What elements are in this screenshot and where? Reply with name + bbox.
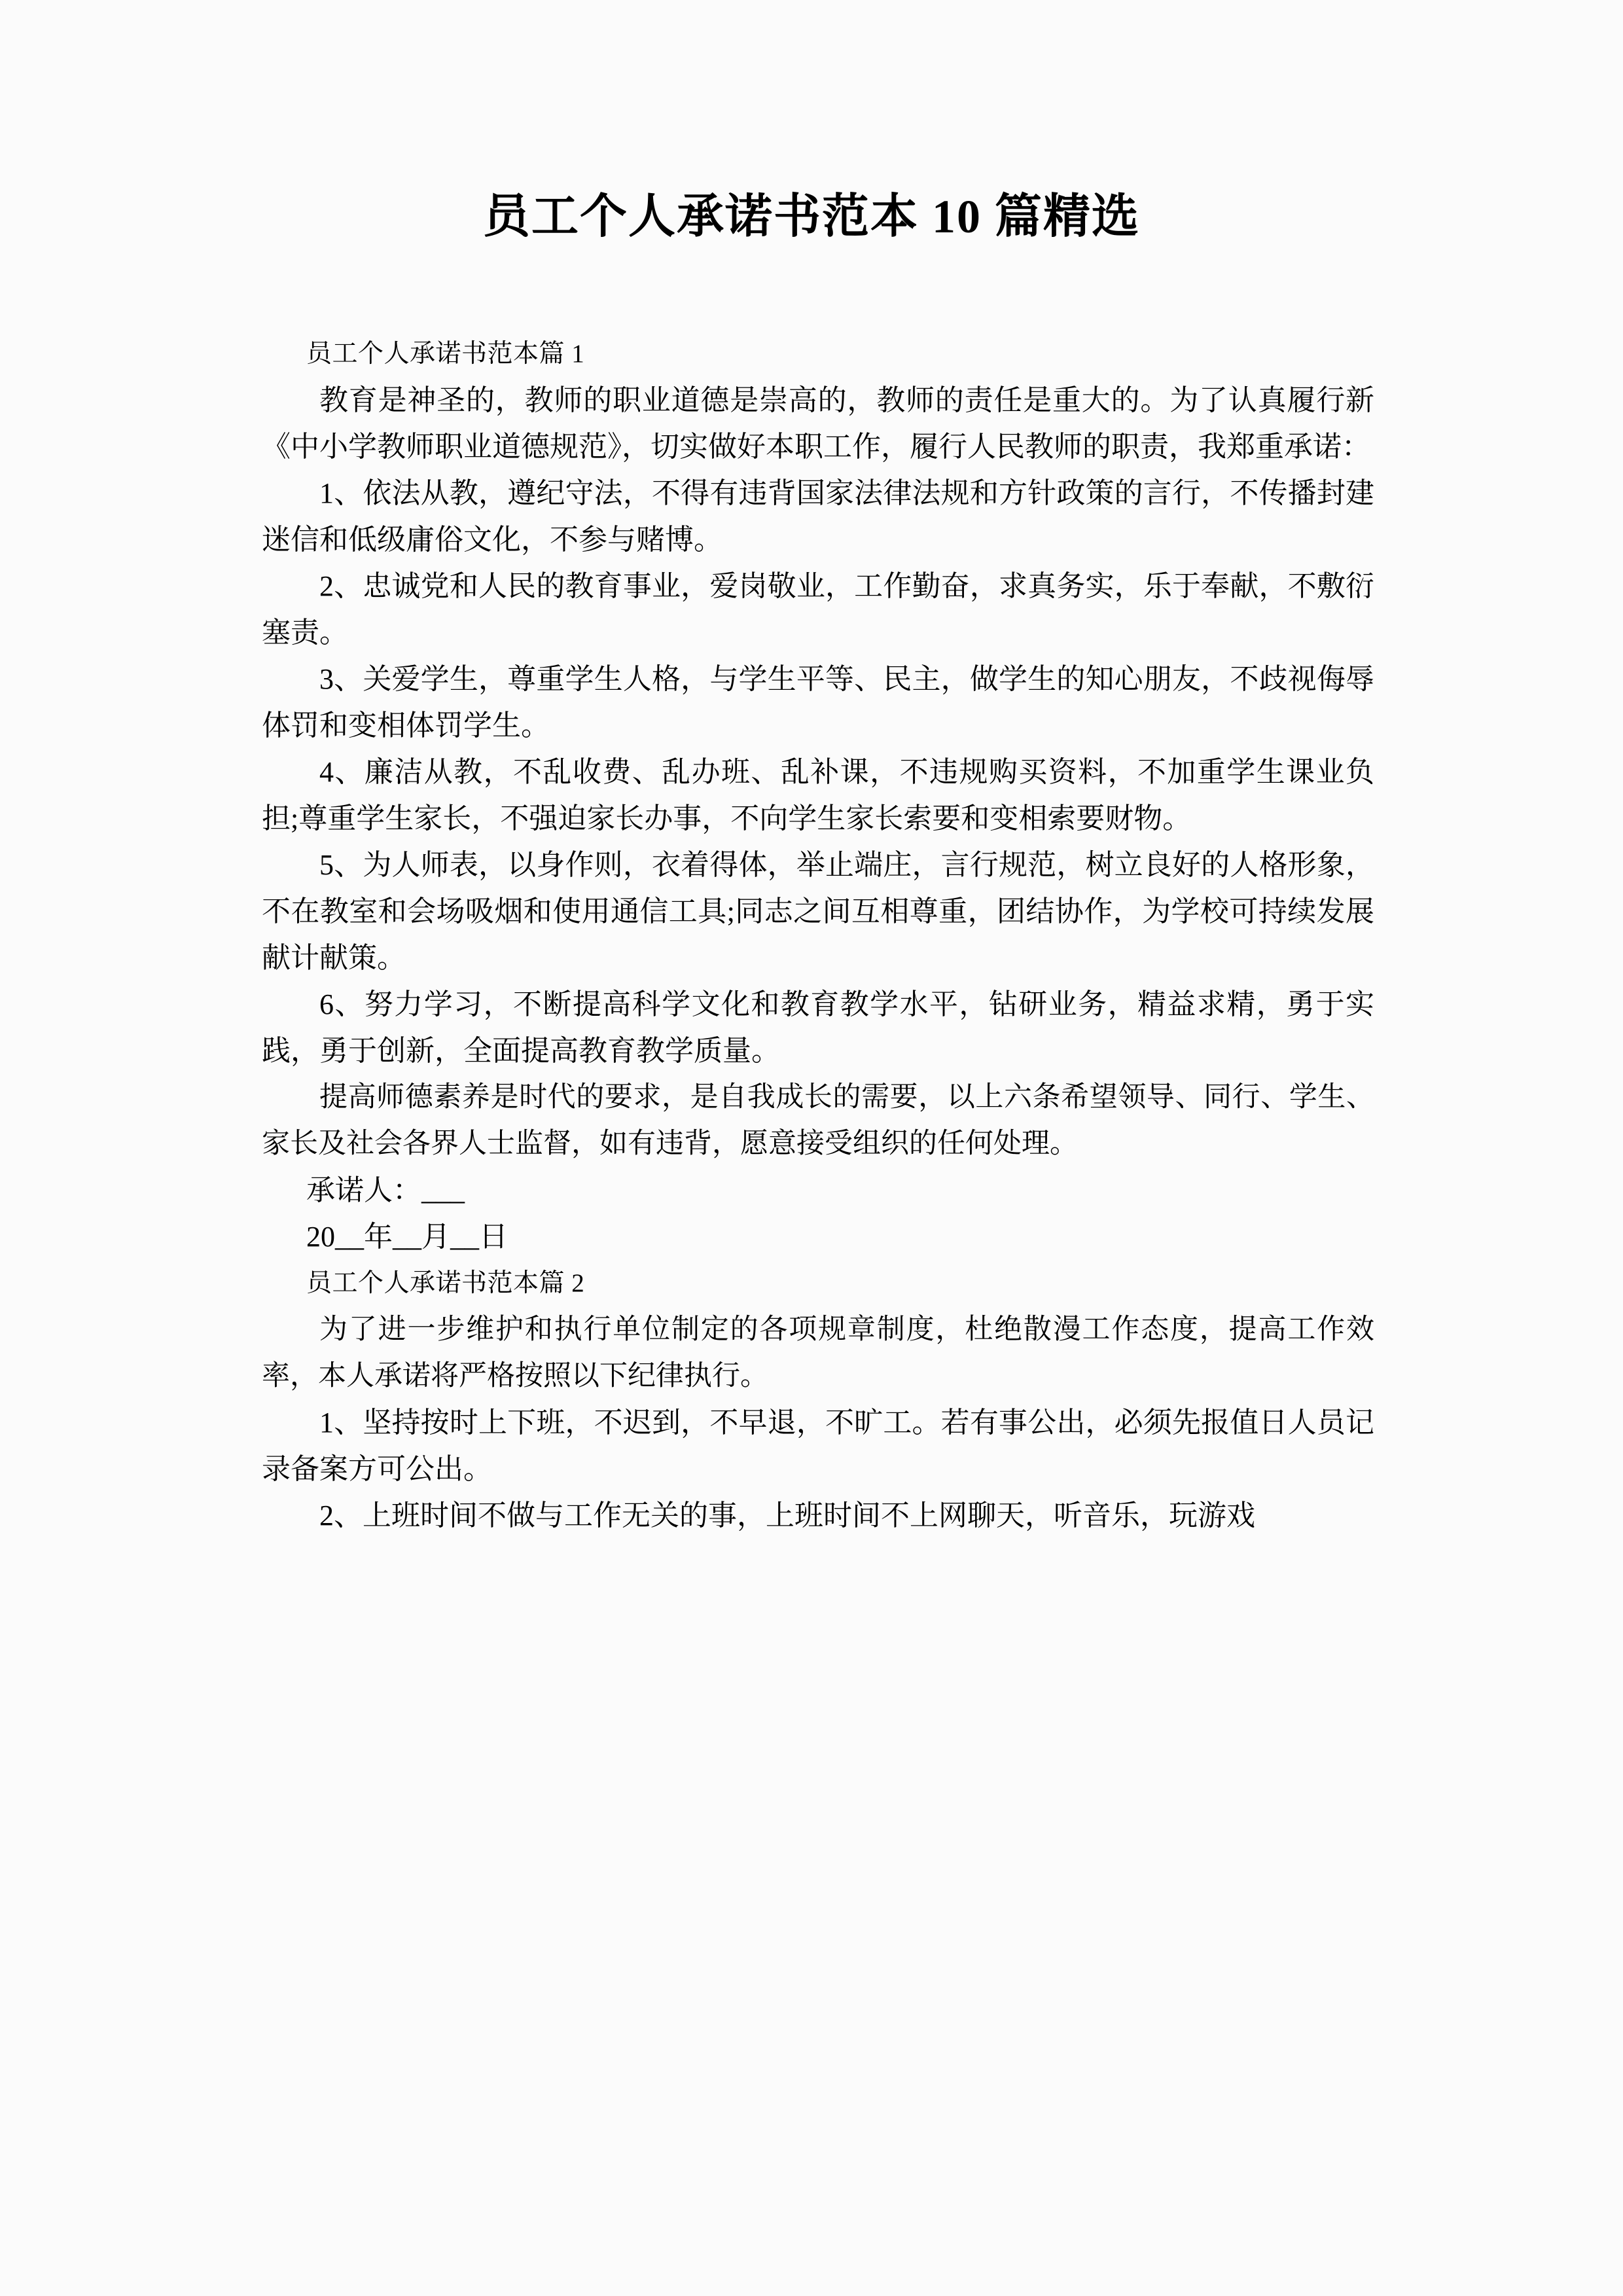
section-1-intro-paragraph: 教育是神圣的，教师的职业道德是崇高的，教师的责任是重大的。为了认真履行新《中小学教师职业道德规范》，切实做好本职工作，履行人民教师的职责，我郑重承诺：: [262, 384, 1374, 463]
section-1-item-3: 3、关爱学生，尊重学生人格，与学生平等、民主，做学生的知心朋友，不歧视侮辱体罚和变相体罚学生。: [262, 663, 1374, 742]
section-heading-2: 员工个人承诺书范本篇 2: [306, 1269, 585, 1297]
section-1-item-5: 5、为人师表，以身作则，衣着得体，举止端庄，言行规范，树立良好的人格形象，不在教室和会场吸烟和使用通信工具;同志之间互相尊重，团结协作，为学校可持续发展献计献策。: [262, 849, 1374, 974]
section-heading-1: 员工个人承诺书范本篇 1: [306, 340, 585, 368]
section-1-item-1: 1、依法从教，遵纪守法，不得有违背国家法律法规和方针政策的言行，不传播封建迷信和低级庸俗文化，不参与赌博。: [262, 477, 1374, 556]
section-2-intro-paragraph: 为了进一步维护和执行单位制定的各项规章制度，杜绝散漫工作态度，提高工作效率，本人承诺将严格按照以下纪律执行。: [262, 1314, 1374, 1391]
page-title: 员工个人承诺书范本 10 篇精选: [482, 190, 1140, 243]
section-1-item-2: 2、忠诚党和人民的教育事业，爱岗敬业，工作勤奋，求真务实，乐于奉献，不敷衍塞责。: [262, 570, 1374, 649]
section-1-item-6: 6、努力学习，不断提高科学文化和教育教学水平，钻研业务，精益求精，勇于实践，勇于创新，全面提高教育教学质量。: [262, 988, 1374, 1067]
section-2-item-2: 2、上班时间不做与工作无关的事，上班时间不上网聊天，听音乐，玩游戏: [319, 1499, 1255, 1532]
section-1-closing-paragraph: 提高师德素养是时代的要求，是自我成长的需要，以上六条希望领导、同行、学生、家长及社会各界人士监督，如有违背，愿意接受组织的任何处理。: [262, 1082, 1374, 1159]
document-body: [262, 331, 1374, 1539]
signature-line: 承诺人：___: [306, 1174, 465, 1206]
section-1-item-4: 4、廉洁从教，不乱收费、乱办班、乱补课，不违规购买资料，不加重学生课业负担;尊重学生家长，不强迫家长办事，不向学生家长索要和变相索要财物。: [262, 756, 1374, 834]
section-2-item-1: 1、坚持按时上下班，不迟到，不早退，不旷工。若有事公出，必须先报值日人员记录备案方可公出。: [262, 1407, 1374, 1485]
date-line: 20__年__月__日: [306, 1221, 508, 1253]
